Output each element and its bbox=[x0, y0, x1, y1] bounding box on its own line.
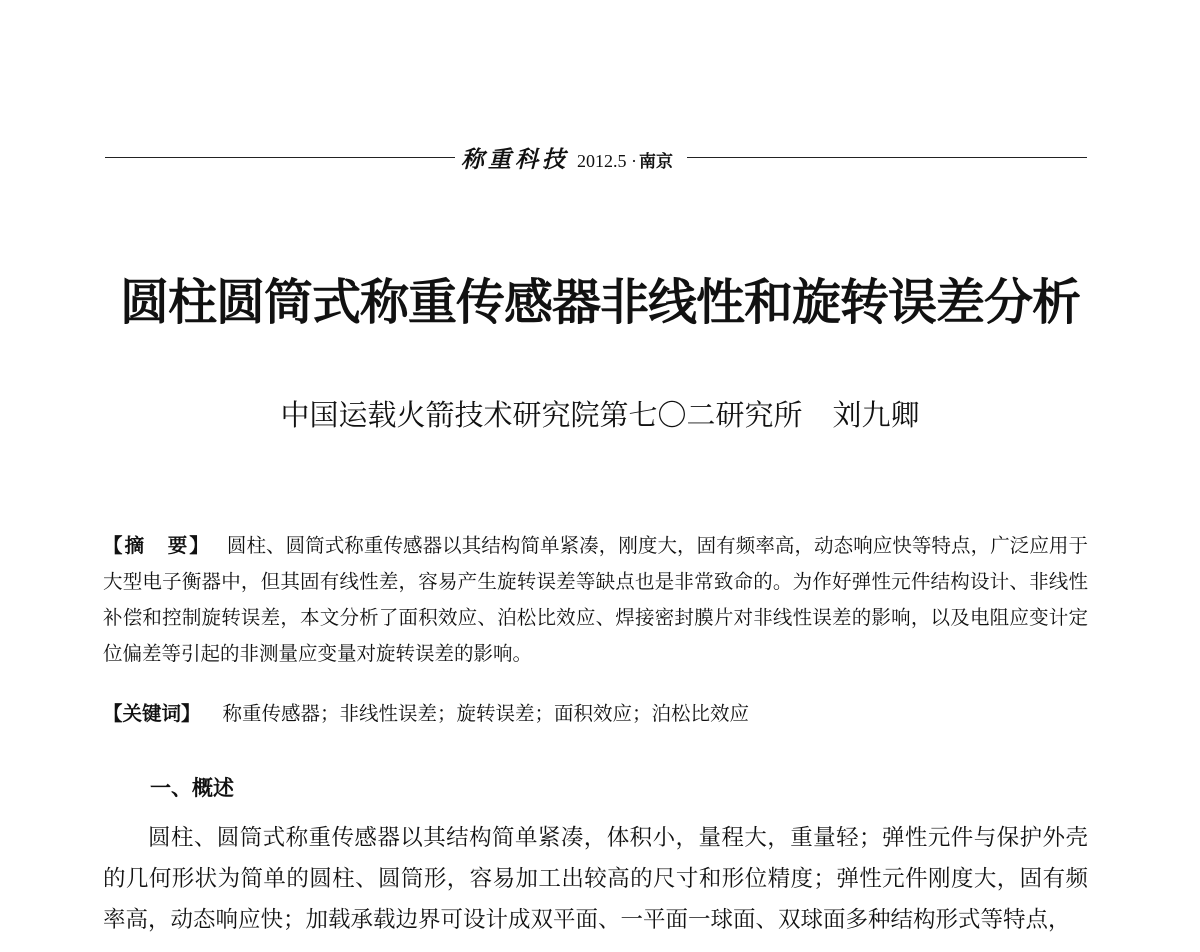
header-rule-right bbox=[687, 157, 1087, 158]
keywords-label: 【关键词】 bbox=[103, 702, 201, 725]
section-heading: 一、概述 bbox=[150, 776, 234, 800]
journal-city: 南京 bbox=[639, 151, 673, 172]
keywords bbox=[103, 696, 1088, 732]
section-body-text: 圆柱、圆筒式称重传感器以其结构简单紧凑，体积小，量程大，重量轻；弹性元件与保护外壳的几何形状为简单的圆柱、圆筒形，容易加工出较高的尺寸和形位精度；弹性元件刚度大，固有频率高，动态响应快；加载承载边界可设计成双平面、一平面一球面、双球面多种结构形式等特点， bbox=[103, 825, 1088, 933]
author-affiliation: 中国运载火箭技术研究院第七〇二研究所 bbox=[280, 398, 803, 432]
header-rule-left bbox=[105, 157, 455, 158]
journal-name: 称重科技 bbox=[461, 145, 569, 173]
journal-header bbox=[105, 140, 1087, 174]
journal-issue: 2012.5 · bbox=[577, 150, 637, 171]
journal-info bbox=[455, 141, 687, 174]
abstract-label: 【摘 要】 bbox=[103, 534, 211, 557]
keywords-text: 称重传感器；非线性误差；旋转误差；面积效应；泊松比效应 bbox=[222, 702, 750, 725]
author-name: 刘九卿 bbox=[832, 398, 920, 432]
paper-title: 圆柱圆筒式称重传感器非线性和旋转误差分析 bbox=[119, 273, 1080, 331]
abstract-text: 圆柱、圆筒式称重传感器以其结构简单紧凑，刚度大，固有频率高，动态响应快等特点，广泛应用于大型电子衡器中，但其固有线性差，容易产生旋转误差等缺点也是非常致命的。为作好弹性元件结构设计、非线性补偿和控制旋转误差，本文分析了面积效应、泊松比效应、焊接密封膜片对非线性误差的影响，以及电阻应变计定位偏差等引起的非测量应变量对旋转误差的影响。 bbox=[103, 534, 1088, 665]
author-line bbox=[0, 393, 1200, 437]
abstract bbox=[103, 528, 1088, 672]
